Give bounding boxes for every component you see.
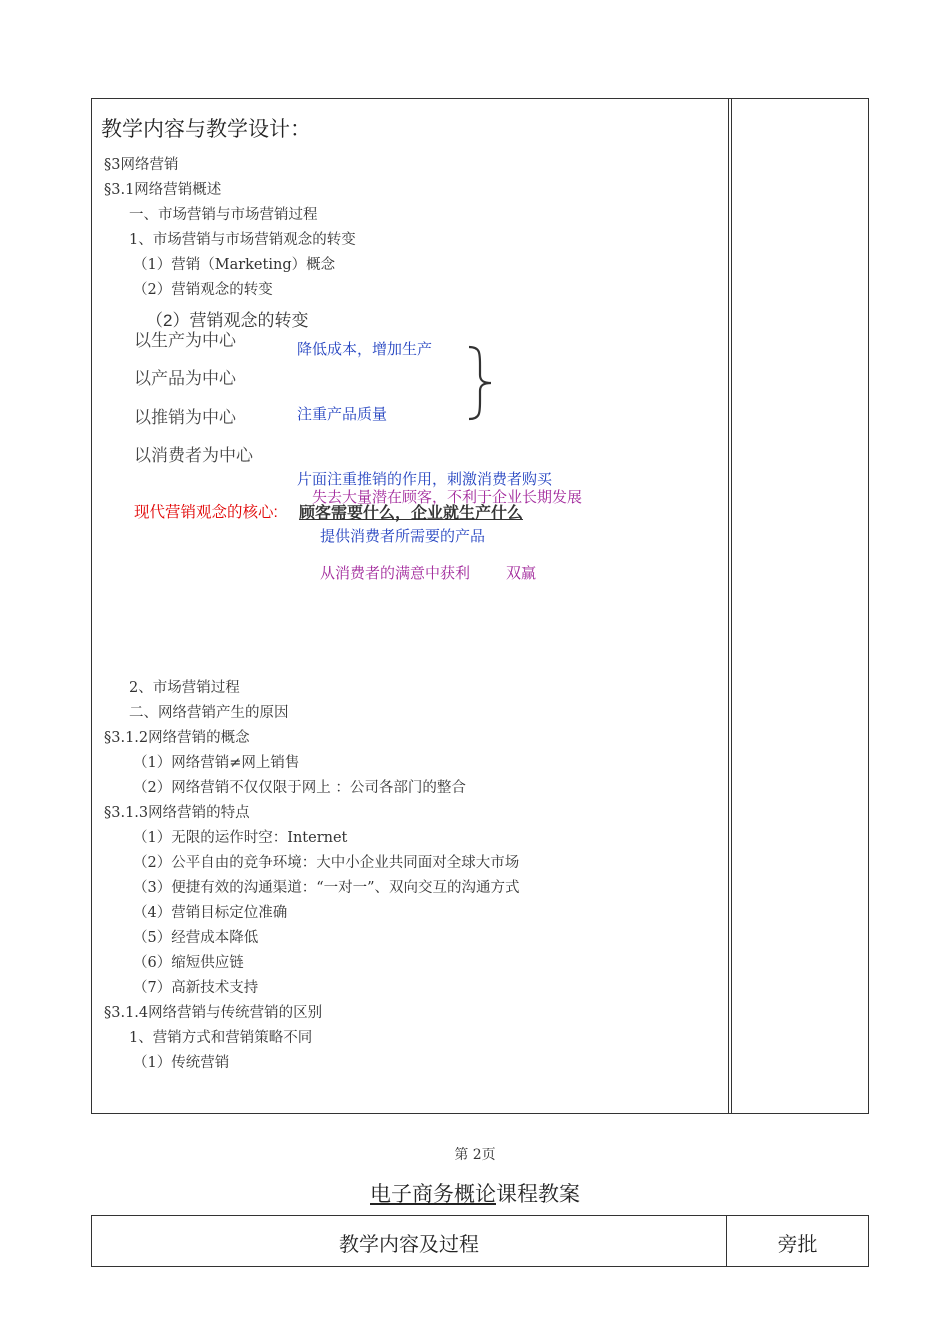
- column-divider-inner: [731, 99, 732, 1113]
- orientation-product: 以产品为中心: [134, 369, 236, 388]
- header-note-label: 旁批: [777, 1232, 818, 1256]
- line-feature-2: （2）公平自由的竞争环境：大中小企业共同面对全球大市场: [133, 855, 520, 871]
- next-page-header-table: [91, 1215, 869, 1267]
- diagram-title: （2）营销观念的转变: [146, 311, 309, 330]
- orientation-consumer: 以消费者为中心: [134, 446, 253, 465]
- line-feature-5: （5）经营成本降低: [133, 930, 259, 946]
- line-3-1-3: §3.1.3网络营销的特点: [104, 805, 250, 821]
- line-feature-1: （1）无限的运作时空：Internet: [133, 830, 348, 846]
- note-provide: 提供消费者所需要的产品: [320, 528, 486, 545]
- orientation-selling: 以推销为中心: [134, 408, 236, 427]
- line-feature-3: （3）便捷有效的沟通渠道：“一对一”、双向交互的沟通方式: [133, 880, 520, 896]
- brace-icon: [466, 345, 494, 421]
- line-concept-change: （2）营销观念的转变: [133, 282, 273, 298]
- line-method-diff: 1、营销方式和营销策略不同: [129, 1030, 313, 1046]
- line-feature-4: （4）营销目标定位准确: [133, 905, 288, 921]
- line-online-reasons: 二、网络营销产生的原因: [129, 705, 289, 721]
- note-selling: 片面注重推销的作用，刺激消费者购买: [297, 471, 553, 488]
- orientation-production: 以生产为中心: [134, 331, 236, 350]
- course-name: 电子商务概论: [370, 1182, 496, 1206]
- core-text: 顾客需要什么，企业就生产什么: [299, 505, 524, 522]
- line-3: §3网络营销: [104, 157, 179, 173]
- section-heading: 教学内容与教学设计：: [101, 117, 311, 141]
- header-content-label: 教学内容及过程: [339, 1232, 479, 1256]
- page-number: 第 2页: [454, 1147, 496, 1163]
- note-selling-effect: 失去大量潜在顾客，不利于企业长期发展: [312, 489, 583, 506]
- column-divider: [728, 99, 729, 1113]
- line-3-1-2: §3.1.2网络营销的概念: [104, 730, 250, 746]
- note-product: 注重产品质量: [297, 406, 388, 423]
- course-suffix: 课程教案: [496, 1182, 580, 1206]
- line-traditional: （1）传统营销: [133, 1055, 230, 1071]
- line-market-process-2: 2、市场营销过程: [129, 680, 240, 696]
- core-label: 现代营销观念的核心:: [134, 504, 278, 521]
- course-title: [0, 1178, 950, 1208]
- line-market-process: 一、市场营销与市场营销过程: [129, 207, 318, 223]
- line-marketing-concept: （1）营销（Marketing）概念: [133, 257, 336, 273]
- note-profit: 从消费者的满意中获利: [320, 565, 471, 582]
- line-feature-7: （7）高新技术支持: [133, 980, 259, 996]
- line-3-1: §3.1网络营销概述: [104, 182, 222, 198]
- line-market-concept-change: 1、市场营销与市场营销观念的转变: [129, 232, 356, 248]
- line-integration: （2）网络营销不仅仅限于网上 ：公司各部门的整合: [133, 780, 466, 796]
- note-production: 降低成本，增加生产: [297, 341, 433, 358]
- line-feature-6: （6）缩短供应链: [133, 955, 244, 971]
- note-win: 双赢: [506, 565, 537, 582]
- line-3-1-4: §3.1.4网络营销与传统营销的区别: [104, 1005, 323, 1021]
- line-not-online-sales: （1）网络营销≠网上销售: [133, 755, 300, 771]
